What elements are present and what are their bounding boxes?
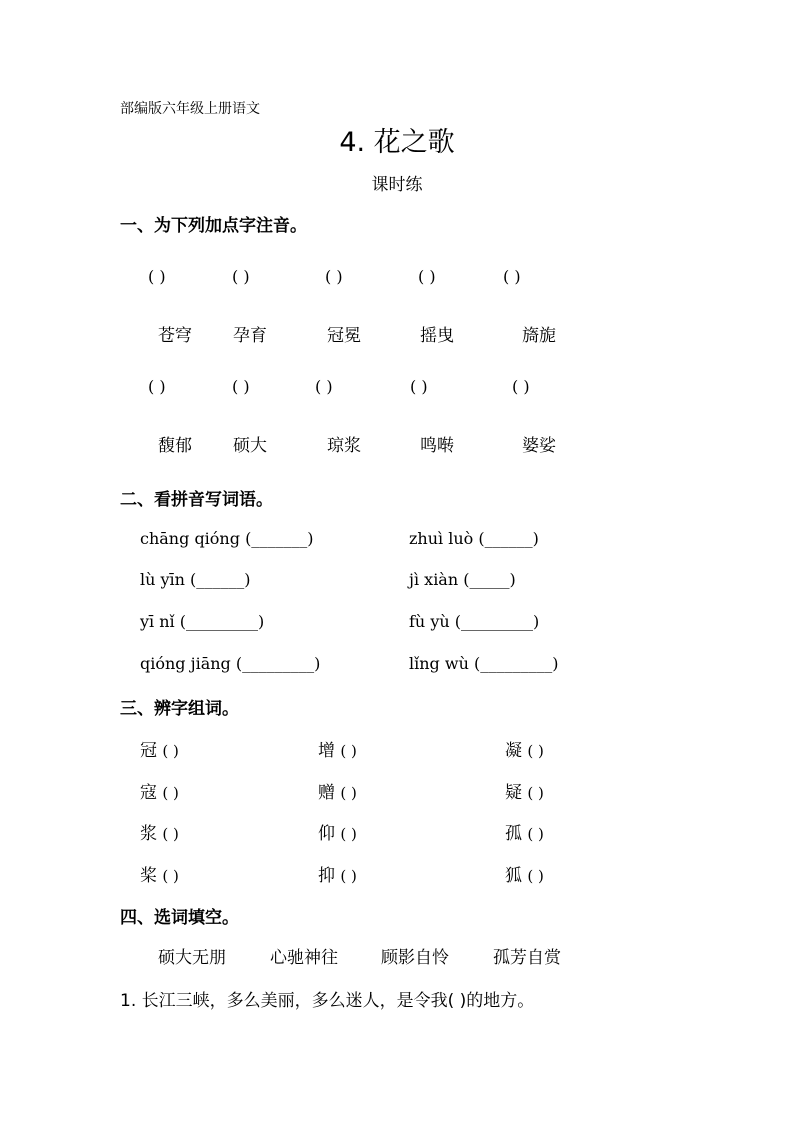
vocab-word: 鸣啭 [420, 436, 454, 456]
page-subtitle: 课时练 [371, 175, 423, 195]
char-item: 仰 ( ) [318, 824, 357, 844]
word-choice: 心驰神往 [270, 948, 338, 968]
pinyin-blank: ( ) [418, 267, 436, 286]
vocab-word: 苍穹 [158, 326, 192, 346]
pinyin-item: fù yù (_________) [409, 612, 540, 631]
pinyin-item: yī nǐ (_________) [140, 612, 265, 631]
char-item: 冠 ( ) [140, 741, 179, 761]
pinyin-blank: ( ) [410, 377, 428, 396]
vocab-word: 旖旎 [522, 326, 556, 346]
char-item: 孤 ( ) [505, 824, 544, 844]
pinyin-item: lǐng wù (_________) [409, 654, 559, 673]
pinyin-blank: ( ) [232, 377, 250, 396]
vocab-word: 摇曳 [420, 326, 454, 346]
char-item: 凝 ( ) [505, 741, 544, 761]
pinyin-blank: ( ) [148, 267, 166, 286]
word-choice: 硕大无朋 [158, 948, 226, 968]
char-item: 寇 ( ) [140, 783, 179, 803]
pinyin-blank: ( ) [315, 377, 333, 396]
vocab-word: 馥郁 [158, 436, 192, 456]
section4-title: 四、选词填空。 [120, 908, 239, 928]
pinyin-item: chāng qióng (_______) [140, 529, 314, 548]
section2-title: 二、看拼音写词语。 [120, 490, 273, 510]
pinyin-item: zhuì luò (______) [409, 529, 539, 548]
header-note: 部编版六年级上册语文 [120, 101, 260, 117]
pinyin-item: qióng jiāng (_________) [140, 654, 321, 673]
char-item: 赠 ( ) [318, 783, 357, 803]
pinyin-blank: ( ) [512, 377, 530, 396]
char-item: 桨 ( ) [140, 866, 179, 886]
char-item: 疑 ( ) [505, 783, 544, 803]
pinyin-blank: ( ) [503, 267, 521, 286]
char-item: 抑 ( ) [318, 866, 357, 886]
page-title: 4. 花之歌 [339, 127, 455, 158]
pinyin-blank: ( ) [148, 377, 166, 396]
word-choice: 孤芳自赏 [493, 948, 561, 968]
vocab-word: 硕大 [233, 436, 267, 456]
vocab-word: 婆娑 [522, 436, 556, 456]
word-choice: 顾影自怜 [381, 948, 449, 968]
vocab-word: 孕育 [233, 326, 267, 346]
section3-title: 三、辨字组词。 [120, 699, 239, 719]
vocab-word: 冠冕 [327, 326, 361, 346]
char-item: 浆 ( ) [140, 824, 179, 844]
vocab-word: 琼浆 [327, 436, 361, 456]
pinyin-blank: ( ) [325, 267, 343, 286]
char-item: 增 ( ) [318, 741, 357, 761]
section1-title: 一、为下列加点字注音。 [120, 216, 307, 236]
pinyin-blank: ( ) [232, 267, 250, 286]
fill-in-sentence: 1. 长江三峡，多么美丽，多么迷人，是令我( )的地方。 [120, 991, 535, 1011]
char-item: 狐 ( ) [505, 866, 544, 886]
pinyin-item: lù yīn (______) [140, 570, 251, 589]
pinyin-item: jì xiàn (_____) [409, 570, 516, 589]
